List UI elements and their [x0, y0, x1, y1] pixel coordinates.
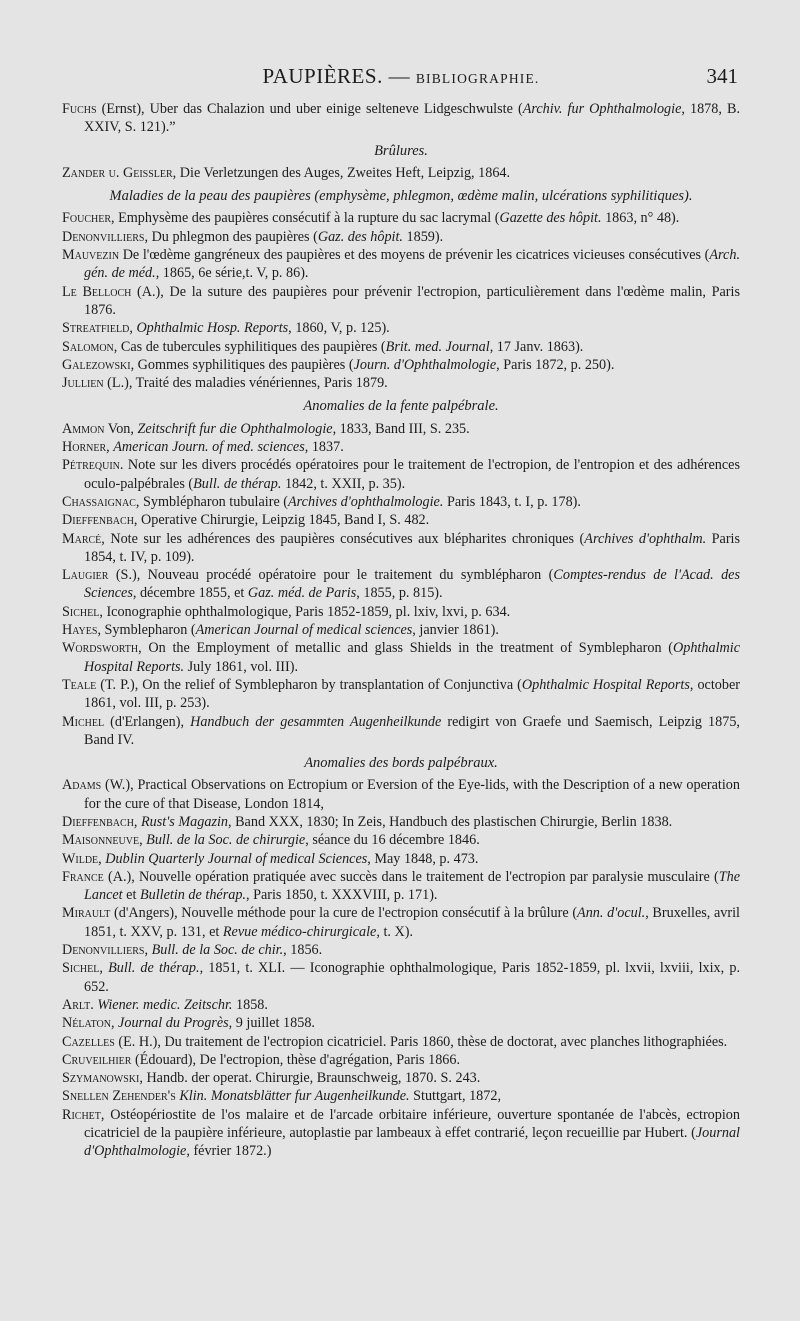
bibliography-entry [62, 283, 740, 320]
bibliography-entry [62, 639, 740, 676]
bibliography-entry [62, 1014, 740, 1032]
bibliography-entry [62, 374, 740, 392]
entry-text: , 1855, p. 815). [356, 585, 443, 602]
entry-author: Ammon [62, 420, 105, 437]
entry-text: , Symblepharon ( [97, 622, 196, 639]
entry-text: et [122, 887, 140, 904]
bibliography-entry [62, 456, 740, 493]
entry-author: Adams [62, 777, 102, 794]
entry-text: . [90, 996, 98, 1013]
entry-text: , janvier 1861). [412, 622, 499, 639]
bibliography-entry [62, 621, 740, 639]
bibliography-entry [62, 511, 740, 529]
entry-title-italic: American Journ. of med. sciences [113, 439, 305, 456]
entry-text: , october 1861, vol. III, p. 253). [84, 676, 740, 712]
entry-text: , 1856. [283, 942, 323, 959]
entry-title-italic: Gaz. méd. de Paris [247, 585, 357, 602]
entry-text: De l'œdème gangréneux des paupières et des moyens de prévenir les cicatrices vicieuses consécutives ( [119, 247, 710, 264]
entry-author: Nélaton [62, 1015, 111, 1032]
entry-author: Dieffenbach [62, 512, 134, 529]
entry-author: Le Belloch [62, 283, 132, 300]
bibliography-entry [62, 603, 740, 621]
bibliography-entry [62, 996, 740, 1014]
entry-text: , février 1872.) [186, 1143, 272, 1160]
entry-text: (A.), De la suture des paupières pour prévenir l'ectropion, particulièrement dans l'œdème malin, Paris 1876. [84, 283, 740, 318]
bibliography-entry [62, 850, 740, 868]
entry-title-italic: Revue médico-chirurgicale [222, 923, 377, 940]
bibliography-entry [62, 228, 740, 246]
entry-author: Streatfield [62, 320, 130, 337]
entry-text: , 1878, B. XXIV, S. 121).” [84, 101, 740, 136]
entry-author: Pétrequin [62, 457, 120, 474]
entry-author: Mirault [62, 905, 111, 922]
entry-text: Stuttgart, 1872, [409, 1088, 502, 1105]
bibliography-entry [62, 1051, 740, 1069]
entry-text: (d'Erlangen), [104, 713, 191, 730]
running-title-main: PAUPIÈRES. [262, 64, 383, 88]
entry-author: Fuchs [62, 101, 97, 117]
entry-text: , Cas de tubercules syphilitiques des paupières ( [113, 338, 386, 355]
bibliography-entry [62, 959, 740, 996]
entry-author: Denonvilliers [62, 942, 145, 959]
entry-text: , 1851, t. XLI. — Iconographie ophthalmologique, Paris 1852-1859, pl. lxvii, lxviii, lxix, p. 652. [84, 960, 741, 995]
entry-title-italic: Journal d'Ophthalmologie [84, 1125, 740, 1160]
page-number: 341 [706, 64, 738, 88]
entry-title-italic: The Lancet [84, 868, 740, 904]
entry-text: , séance du 16 décembre 1846. [305, 832, 480, 849]
entry-text: July 1861, vol. III). [184, 658, 298, 675]
entry-text: , [144, 942, 152, 959]
bibliography-entry [62, 831, 740, 849]
entry-text: , décembre 1855, et [132, 585, 248, 602]
entry-text: , [110, 1015, 119, 1032]
entry-title-italic: Brit. med. Journal [385, 338, 490, 355]
entry-text: , 1837. [304, 439, 344, 456]
entry-author: Dieffenbach [62, 813, 134, 830]
entry-text: , Band XXX, 1830; In Zeis, Handbuch des plastischen Chirurgie, Berlin 1838. [228, 813, 673, 830]
entry-title-italic: Bull. de la Soc. de chirurgie [146, 832, 306, 849]
entry-text: , 1833, Band III, S. 235. [332, 420, 470, 437]
running-title [62, 64, 740, 89]
bibliography-entry [62, 1087, 740, 1105]
bibliography-entry [62, 713, 740, 750]
entry-author: Horner [62, 439, 107, 456]
entry-title-italic: Bull. de la Soc. de chir. [151, 942, 284, 959]
entry-author: Teale [62, 676, 97, 693]
entry-author: Maisonneuve [62, 832, 140, 849]
entry-author: Cruveilhier [62, 1051, 132, 1068]
entry-author: Szymanowski [62, 1070, 140, 1087]
bibliography-entry [62, 1033, 740, 1051]
bibliography-entry [62, 941, 740, 959]
bibliography-entry [62, 493, 740, 511]
entry-text: . Note sur les divers procédés opératoires pour le traitement de l'ectropion, de l'entropion et des adhérences oculo-palpébrales ( [84, 457, 740, 492]
entry-title-italic: Comptes-rendus de l'Acad. des Sciences [84, 567, 740, 602]
entry-text: (L.), Traité des maladies vénériennes, Paris 1879. [103, 375, 388, 392]
entry-text: , [99, 960, 109, 977]
entry-text: , 1860, V, p. 125). [288, 320, 390, 337]
entry-text: , Die Verletzungen des Auges, Zweites Heft, Leipzig, 1864. [172, 164, 511, 181]
bibliography-entry [62, 319, 740, 337]
entry-author: France [62, 868, 104, 885]
entry-text: Von, [104, 420, 138, 437]
section-heading: Brûlures. [374, 142, 428, 159]
entry-text: , Handb. der operat. Chirurgie, Braunschweig, 1870. S. 243. [139, 1070, 481, 1087]
entry-author: Cazelles [62, 1033, 115, 1050]
entry-title-italic: Ann. d'ocul. [577, 905, 646, 922]
entry-text: 1863, n° 48). [601, 210, 680, 227]
bibliography-entry [62, 420, 740, 438]
section-heading: Maladies de la peau des paupières (emphysème, phlegmon, œdème malin, ulcérations syphilitiques). [109, 188, 693, 205]
bibliography-entry [62, 813, 740, 831]
entry-text: , On the Employment of metallic and glass Shields in the treatment of Symblepharon ( [138, 640, 673, 657]
entry-text: , Iconographie ophthalmologique, Paris 1852-1859, pl. lxiv, lxvi, p. 634. [99, 603, 511, 620]
running-title-sub: BIBLIOGRAPHIE. [415, 71, 540, 86]
entry-author: Snellen Zehender's [62, 1088, 176, 1105]
entry-title-italic: Archives d'ophthalmologie. [288, 493, 444, 510]
entry-author: Marcé [62, 530, 102, 547]
entry-title-italic: American Journal of medical sciences [195, 622, 413, 639]
entry-text: , Note sur les adhérences des paupières consécutives aux blépharites chroniques ( [101, 530, 585, 547]
bibliography-entry [62, 246, 740, 283]
entry-author: Foucher [62, 210, 112, 227]
bibliography-entry [62, 164, 740, 182]
entry-text: , 9 juillet 1858. [228, 1015, 315, 1032]
entry-text: , Bruxelles, avril 1851, t. XXV, p. 131, et [84, 905, 740, 940]
entry-title-italic: Klin. Monatsblätter fur Augenheilkunde. [179, 1088, 410, 1105]
bibliography-entry [62, 356, 740, 374]
bibliography-entry [62, 868, 740, 905]
bibliography-entry [62, 1106, 740, 1161]
entry-text: , Symblépharon tubulaire ( [135, 493, 289, 510]
entry-title-italic: Zeitschrift fur die Ophthalmologie [137, 420, 333, 437]
entry-text: (E. H.), Du traitement de l'ectropion cicatriciel. Paris 1860, thèse de doctorat, avec planches lithographiées. [114, 1033, 728, 1050]
entry-author: Sichel [62, 960, 100, 977]
entry-text: , Emphysème des paupières consécutif à la rupture du sac lacrymal ( [111, 210, 500, 227]
entry-author: Jullien [62, 375, 104, 392]
entry-author: Richet [62, 1106, 101, 1123]
entry-text: 1842, t. XXII, p. 35). [281, 475, 406, 492]
entry-title-italic: Journ. d'Ophthalmologie [353, 356, 497, 373]
entry-author: Wilde [62, 850, 99, 867]
entry-title-italic: Gaz. des hôpit. [317, 228, 403, 245]
entry-text: redigirt von Graefe und Saemisch, Leipzig 1875, Band IV. [84, 713, 740, 748]
bibliography-entry [62, 566, 740, 603]
entry-text: (T. P.), On the relief of Symblepharon by transplantation of Conjunctiva ( [96, 676, 522, 693]
running-title-separator: — [382, 64, 416, 88]
entry-author: Hayes [62, 622, 98, 639]
entry-text: (A.), Nouvelle opération pratiquée avec succès dans le traitement de l'ectropion par paralysie musculaire ( [103, 868, 719, 885]
entry-author: Wordsworth [62, 640, 139, 657]
entry-author: Sichel [62, 603, 100, 620]
entry-text: (W.), Practical Observations on Ectropium or Eversion of the Eye-lids, with the Description of a new operation for the cure of that Disease, London 1814, [84, 777, 740, 812]
entry-text: , [98, 850, 106, 867]
entry-author: Galezowski [62, 356, 131, 373]
entry-title-italic: Bull. de thérap. [193, 475, 282, 492]
entry-text: , t. X). [376, 923, 414, 940]
entry-title-italic: Arch. gén. de méd. [84, 247, 740, 282]
entry-text: 1858. [232, 996, 268, 1013]
entry-text: , May 1848, p. 473. [367, 850, 479, 867]
entry-title-italic: Bulletin de thérap. [139, 887, 246, 904]
entry-title-italic: Archives d'ophthalm. [584, 530, 707, 547]
bibliography-entry [62, 438, 740, 456]
entry-text: , 17 Janv. 1863). [489, 338, 584, 355]
entry-title-italic: Dublin Quarterly Journal of medical Sciences [105, 850, 368, 867]
entry-text: Paris 1854, t. IV, p. 109). [84, 530, 741, 565]
bibliography-entry [62, 100, 740, 137]
entry-author: Zander u. Geissler [62, 164, 173, 181]
bibliography-entry [62, 1069, 740, 1087]
entry-text: (Édouard), De l'ectropion, thèse d'agrégation, Paris 1866. [131, 1051, 461, 1068]
entry-title-italic: Ophthalmic Hospital Reports. [84, 640, 740, 675]
entry-title-italic: Ophthalmic Hospital Reports [521, 676, 690, 693]
entry-title-italic: Ophthalmic Hosp. Reports [136, 320, 289, 337]
bibliography-entry [62, 338, 740, 356]
entry-author: Chassaignac [62, 493, 136, 510]
entry-text: , Gommes syphilitiques des paupières ( [130, 356, 354, 373]
entry-text: 1859). [402, 228, 444, 245]
entry-author: Laugier [62, 567, 109, 584]
bibliography-entry [62, 209, 740, 227]
entry-text: , Paris 1850, t. XXXVIII, p. 171). [245, 887, 438, 904]
page-header [62, 62, 740, 96]
bibliography-entry [62, 904, 740, 941]
entry-author: Arlt [62, 996, 91, 1013]
entry-text: , [106, 439, 114, 456]
entry-title-italic: Journal du Progrès [118, 1015, 229, 1032]
entry-text: , [133, 813, 142, 830]
entry-author: Salomon [62, 338, 114, 355]
section-heading: Anomalies de la fente palpébrale. [303, 398, 499, 415]
entry-text: , Du phlegmon des paupières ( [144, 228, 318, 245]
entry-title-italic: Archiv. fur Ophthalmologie [522, 101, 682, 117]
entry-text: , Operative Chirurgie, Leipzig 1845, Band I, S. 482. [133, 512, 430, 529]
entry-text: , Paris 1872, p. 250). [496, 356, 615, 373]
bibliography-entry [62, 676, 740, 713]
entry-author: Michel [62, 713, 105, 730]
entry-title-italic: Handbuch der gesammten Augenheilkunde [190, 713, 442, 730]
bibliography-entry [62, 776, 740, 813]
entry-text: , [129, 320, 137, 337]
entry-title-italic: Gazette des hôpit. [499, 210, 602, 227]
entry-title-italic: Wiener. medic. Zeitschr. [97, 996, 233, 1013]
entry-title-italic: Rust's Magazin [141, 813, 228, 830]
entry-text: (Ernst), Uber das Chalazion und uber einige selteneve Lidgeschwulste ( [96, 101, 523, 117]
entry-author: Mauvezin [62, 247, 120, 264]
section-heading: Anomalies des bords palpébraux. [304, 755, 498, 772]
bibliography-body [62, 100, 740, 1161]
entry-text: (S.), Nouveau procédé opératoire pour le traitement du symblépharon ( [108, 567, 554, 584]
entry-text: Paris 1843, t. I, p. 178). [443, 493, 581, 510]
entry-author: Denonvilliers [62, 228, 145, 245]
entry-text: , 1865, 6e série,t. V, p. 86). [155, 265, 309, 282]
entry-title-italic: Bull. de thérap. [108, 960, 200, 977]
entry-text: , Ostéopériostite de l'os malaire et de l'arcade orbitaire inférieure, ouverture spontanée de l'abcès, ectropion cicatriciel de la paupière inférieure, autoplastie par lambeaux à effet contrarié, leçon recueillie par Hubert. ( [84, 1106, 740, 1142]
entry-text: (d'Angers), Nouvelle méthode pour la cure de l'ectropion consécutif à la brûlure ( [110, 905, 578, 922]
bibliography-entry [62, 530, 740, 567]
entry-text: , [139, 832, 147, 849]
